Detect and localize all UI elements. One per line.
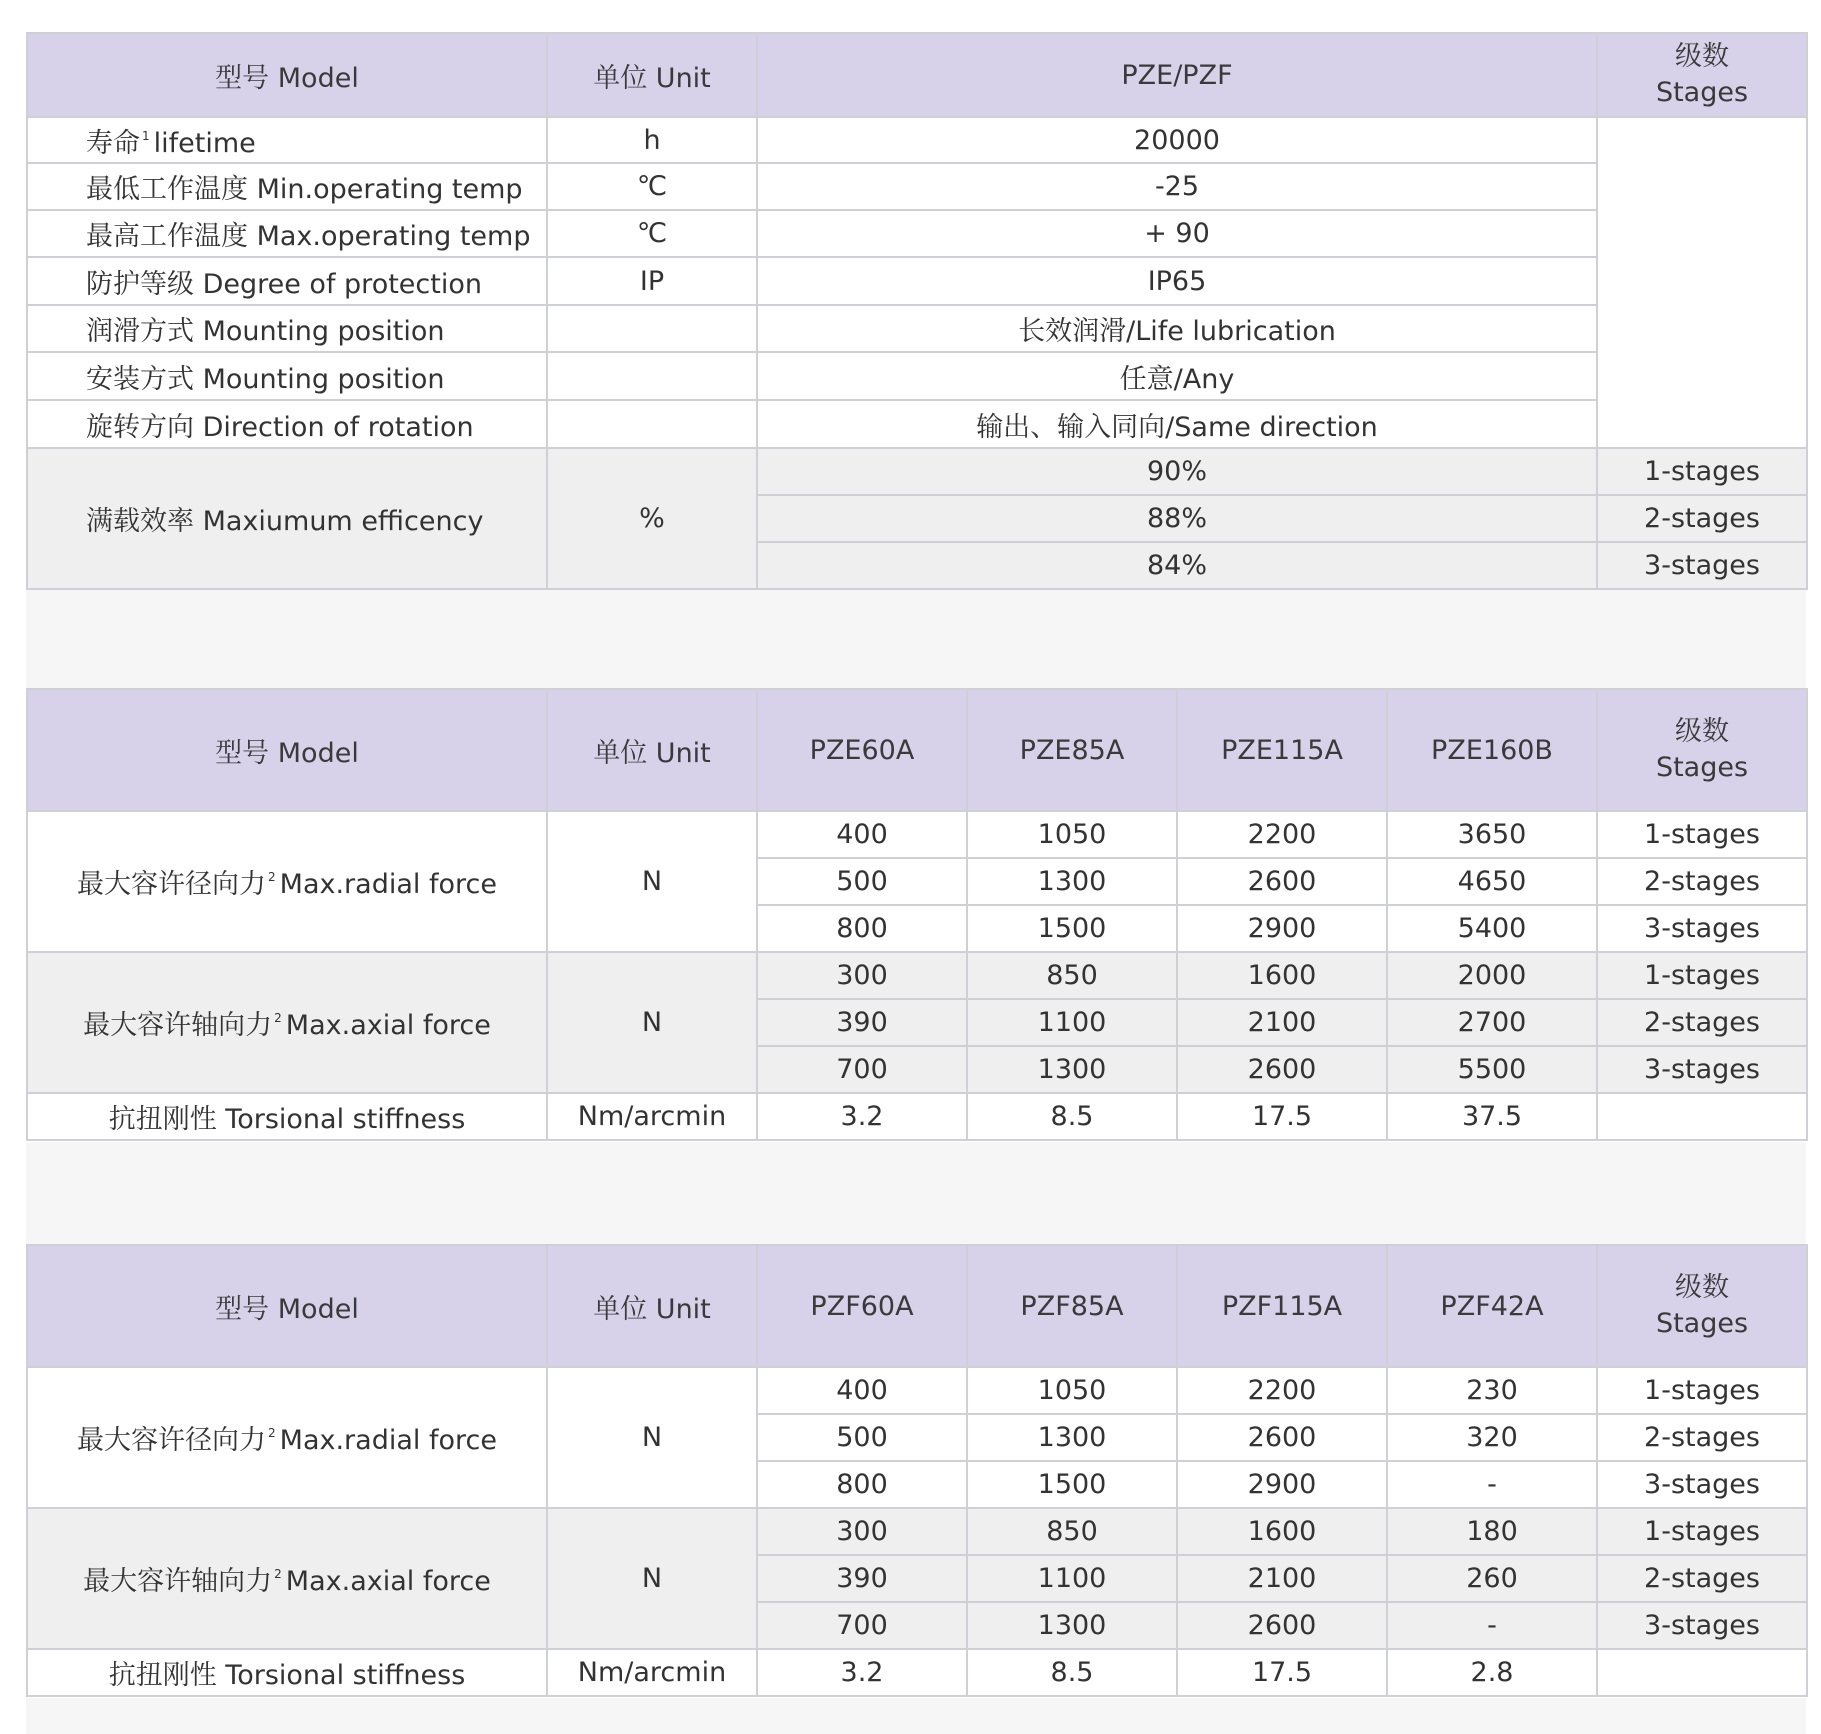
cell-value: 180 [1387,1508,1597,1555]
cell-value: 8.5 [967,1649,1177,1696]
header-stages-text [1656,39,1748,111]
row-value: 20000 [757,117,1597,163]
stage-label: 2-stages [1597,858,1807,905]
radial-label-en: Max.radial force [279,1425,497,1456]
row-label: 安装方式 Mounting position [27,352,547,400]
efficiency-value: 88% [757,495,1597,542]
footnote-mark: 2 [268,1426,276,1440]
cell-value: 2900 [1177,905,1387,952]
axial-label-en: Max.axial force [285,1010,491,1041]
cell-value: 5400 [1387,905,1597,952]
cell-value: 1300 [967,1602,1177,1649]
cell-value: 3.2 [757,1649,967,1696]
header-model-name: PZF85A [967,1245,1177,1367]
axial-label-cn: 最大容许轴向力 [83,1010,273,1041]
header-model-name: PZE115A [1177,689,1387,811]
stage-label: 2-stages [1597,1555,1807,1602]
cell-value: 1600 [1177,1508,1387,1555]
torsional-unit: Nm/arcmin [547,1093,757,1140]
header-stages-text [1656,1270,1748,1342]
cell-value: 500 [757,1414,967,1461]
stage-label: 2-stages [1597,999,1807,1046]
torsional-label: 抗扭刚性 Torsional stiffness [27,1649,547,1696]
cell-value: 3650 [1387,811,1597,858]
header-unit: 单位 Unit [547,689,757,811]
cell-value: 1100 [967,999,1177,1046]
cell-value: 800 [757,905,967,952]
header-model: 型号 Model [27,1245,547,1367]
cell-value: 2.8 [1387,1649,1597,1696]
row-value: 任意/Any [757,352,1597,400]
row-value: 长效润滑/Life lubrication [757,305,1597,352]
pzf-spec-table [26,1244,1808,1697]
header-stages-cn: 级数 [1675,41,1729,72]
spacer-band-1 [26,588,1806,688]
cell-value: 8.5 [967,1093,1177,1140]
cell-value: 1500 [967,1461,1177,1508]
footnote-mark: 1 [142,128,150,143]
cell-value: 400 [757,811,967,858]
table-row [27,163,1807,210]
stage-label: 1-stages [1597,811,1807,858]
cell-value: 1050 [967,811,1177,858]
stage-label: 2-stages [1597,1414,1807,1461]
axial-label-cn: 最大容许轴向力 [83,1566,273,1597]
general-spec-table [26,32,1808,590]
table-row [27,117,1807,163]
radial-force-label [27,1367,547,1508]
axial-force-label [27,1508,547,1649]
cell-value: 320 [1387,1414,1597,1461]
cell-value: 1100 [967,1555,1177,1602]
cell-value: 2900 [1177,1461,1387,1508]
stage-label: 1-stages [1597,952,1807,999]
cell-value: 700 [757,1046,967,1093]
row-label-lifetime [27,117,547,163]
cell-value: 2100 [1177,1555,1387,1602]
row-value: + 90 [757,210,1597,257]
cell-value: 2100 [1177,999,1387,1046]
header-stages [1597,33,1807,117]
stages-empty-cell [1597,1649,1807,1696]
cell-value: 3.2 [757,1093,967,1140]
axial-label-en: Max.axial force [285,1566,491,1597]
header-model-name: PZE85A [967,689,1177,811]
cell-value: 850 [967,1508,1177,1555]
header-stages-en: Stages [1655,1308,1749,1339]
cell-value: 500 [757,858,967,905]
table-row [27,210,1807,257]
cell-value: 37.5 [1387,1093,1597,1140]
footnote-mark: 2 [268,870,276,884]
efficiency-unit: % [547,448,757,589]
row-unit: IP [547,257,757,305]
header-row [27,33,1807,117]
torsional-unit: Nm/arcmin [547,1649,757,1696]
cell-value: 17.5 [1177,1093,1387,1140]
radial-label-cn: 最大容许径向力 [77,869,267,900]
radial-label-en: Max.radial force [279,869,497,900]
table-row [27,305,1807,352]
header-unit: 单位 Unit [547,1245,757,1367]
header-stages [1597,1245,1807,1367]
cell-value: 800 [757,1461,967,1508]
cell-value: 4650 [1387,858,1597,905]
row-label: 最高工作温度 Max.operating temp [27,210,547,257]
row-unit [547,400,757,448]
cell-value: 2700 [1387,999,1597,1046]
efficiency-value: 90% [757,448,1597,495]
axial-force-label [27,952,547,1093]
cell-value: - [1387,1461,1597,1508]
axial-unit: N [547,952,757,1093]
row-label: 润滑方式 Mounting position [27,305,547,352]
header-model: 型号 Model [27,33,547,117]
stages-empty-cell [1597,1093,1807,1140]
cell-value: 2600 [1177,1602,1387,1649]
stage-label: 1-stages [1597,448,1807,495]
row-value: -25 [757,163,1597,210]
header-stages-en: Stages [1655,77,1749,108]
radial-force-label [27,811,547,952]
header-model-name: PZF60A [757,1245,967,1367]
footnote-mark: 2 [274,1567,282,1581]
table-row [27,811,1807,858]
cell-value: 1300 [967,1046,1177,1093]
header-model-name: PZF42A [1387,1245,1597,1367]
header-model-name: PZE60A [757,689,967,811]
row-label: 旋转方向 Direction of rotation [27,400,547,448]
header-unit: 单位 Unit [547,33,757,117]
pze-spec-table [26,688,1808,1141]
torsional-label: 抗扭刚性 Torsional stiffness [27,1093,547,1140]
header-model: 型号 Model [27,689,547,811]
row-unit: h [547,117,757,163]
stage-label: 3-stages [1597,1046,1807,1093]
cell-value: 230 [1387,1367,1597,1414]
header-series: PZE/PZF [757,33,1597,117]
cell-value: 300 [757,952,967,999]
table-row [27,400,1807,448]
table-row [27,1649,1807,1696]
header-stages [1597,689,1807,811]
table-row [27,257,1807,305]
cell-value: 17.5 [1177,1649,1387,1696]
footnote-mark: 2 [274,1011,282,1025]
table-row [27,448,1807,495]
stages-empty-cell [1597,117,1807,448]
cell-value: 2600 [1177,1414,1387,1461]
cell-value: 2000 [1387,952,1597,999]
row-label: 最低工作温度 Min.operating temp [27,163,547,210]
header-stages-cn: 级数 [1675,716,1729,747]
radial-unit: N [547,811,757,952]
efficiency-label: 满载效率 Maxiumum efficency [27,448,547,589]
header-row [27,689,1807,811]
header-model-name: PZF115A [1177,1245,1387,1367]
cell-value: 1300 [967,858,1177,905]
table-row [27,1508,1807,1555]
header-stages-en: Stages [1655,752,1749,783]
row-unit: ℃ [547,163,757,210]
radial-unit: N [547,1367,757,1508]
cell-value: - [1387,1602,1597,1649]
cell-value: 1050 [967,1367,1177,1414]
cell-value: 400 [757,1367,967,1414]
header-stages-cn: 级数 [1675,1272,1729,1303]
table-row [27,352,1807,400]
axial-unit: N [547,1508,757,1649]
cell-value: 1300 [967,1414,1177,1461]
stage-label: 1-stages [1597,1367,1807,1414]
spacer-band-3 [26,1698,1806,1734]
row-unit: ℃ [547,210,757,257]
row-unit [547,305,757,352]
cell-value: 2600 [1177,1046,1387,1093]
table-row [27,1093,1807,1140]
lifetime-label-en: lifetime [153,127,256,159]
cell-value: 2200 [1177,811,1387,858]
table-row [27,952,1807,999]
cell-value: 300 [757,1508,967,1555]
row-value: IP65 [757,257,1597,305]
stage-label: 1-stages [1597,1508,1807,1555]
cell-value: 850 [967,952,1177,999]
cell-value: 5500 [1387,1046,1597,1093]
row-label: 防护等级 Degree of protection [27,257,547,305]
efficiency-value: 84% [757,542,1597,589]
cell-value: 390 [757,1555,967,1602]
header-row [27,1245,1807,1367]
radial-label-cn: 最大容许径向力 [77,1425,267,1456]
row-unit [547,352,757,400]
cell-value: 260 [1387,1555,1597,1602]
lifetime-label-cn: 寿命 [86,127,140,159]
header-model-name: PZE160B [1387,689,1597,811]
cell-value: 390 [757,999,967,1046]
cell-value: 2200 [1177,1367,1387,1414]
stage-label: 3-stages [1597,1602,1807,1649]
cell-value: 1600 [1177,952,1387,999]
cell-value: 700 [757,1602,967,1649]
header-stages-text [1656,714,1748,786]
cell-value: 2600 [1177,858,1387,905]
cell-value: 1500 [967,905,1177,952]
spacer-band-2 [26,1142,1806,1244]
stage-label: 3-stages [1597,1461,1807,1508]
table-row [27,1367,1807,1414]
stage-label: 3-stages [1597,542,1807,589]
stage-label: 2-stages [1597,495,1807,542]
row-value: 输出、输入同向/Same direction [757,400,1597,448]
stage-label: 3-stages [1597,905,1807,952]
